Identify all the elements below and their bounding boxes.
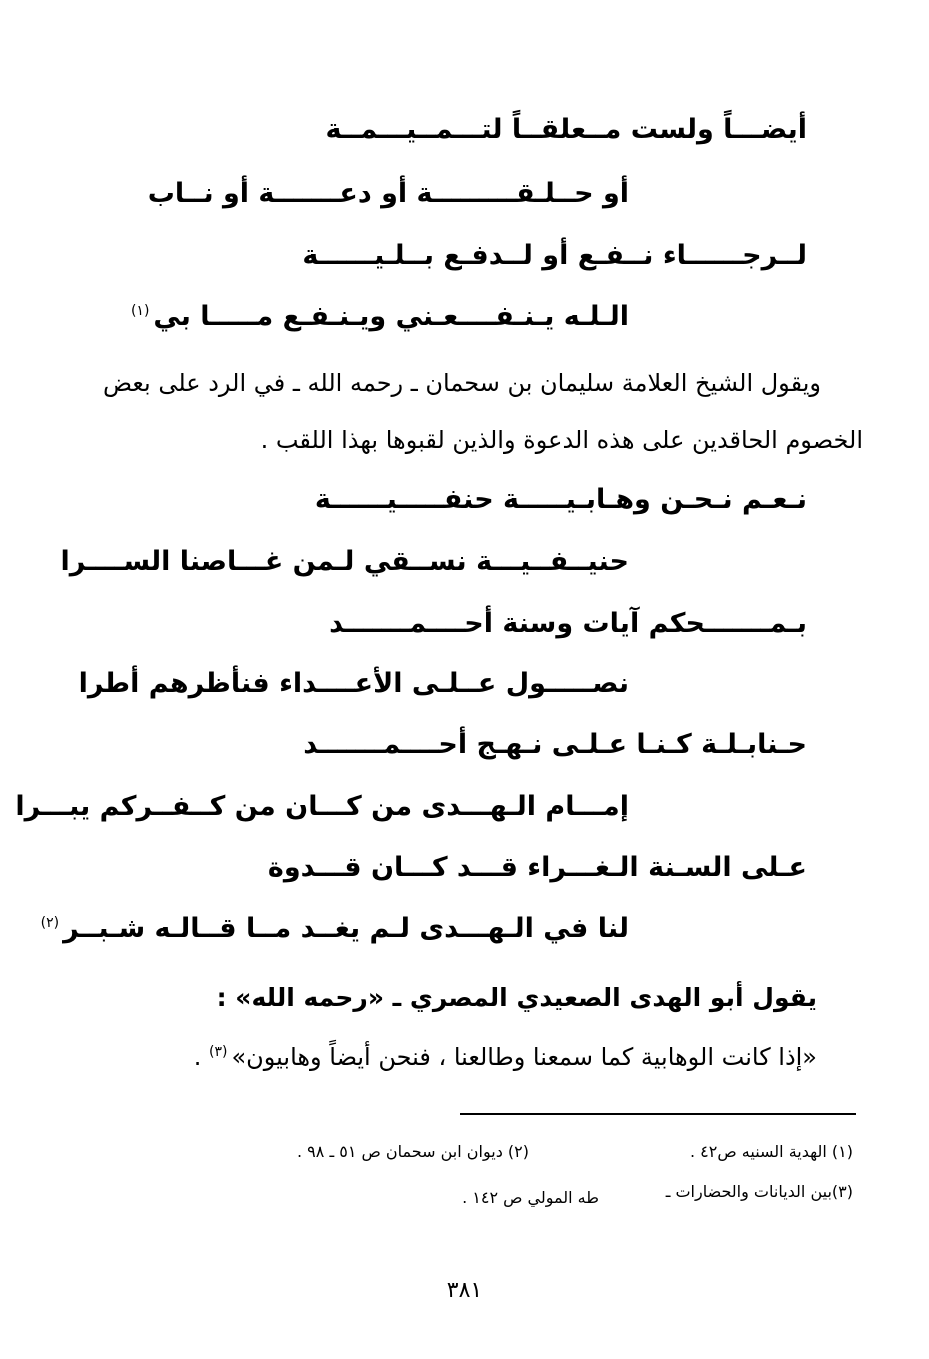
footnote-ref-1: (١): [130, 303, 150, 319]
poem1-line-2: أو حــلـقـــــــــة أو دعـــــــة أو نــاب: [147, 178, 629, 209]
footnote-2: (٢) ديوان ابن سحمان ص ٥١ ـ ٩٨ .: [297, 1142, 529, 1161]
poem1-line-3: لــرجــــــاء نــفـع أو لــدفـع بــلـيــــــة: [302, 240, 807, 271]
footnote-3b: طه المولي ص ١٤٢ .: [462, 1188, 599, 1207]
poem1-line-1: أيضـــاً ولست مــعلقــاً لتـــمــيـــمــة: [325, 114, 807, 145]
quote-end: .: [193, 1043, 202, 1071]
poem2-line-1: نـعـم نـحـن وهـابـيـــــة حنفـــــيــــــة: [314, 484, 807, 515]
poem2-line-5: حـنابـلـة كـنـا عـلـى نـهـج أحــــمـــــــد: [303, 729, 807, 760]
footnote-1: (١) الهدية السنيه ص٤٢ .: [690, 1142, 853, 1161]
footnote-ref-3: (٣): [208, 1044, 228, 1060]
poem2-line-3: بـمـــــــحكم آيات وسنة أحــــمـــــــد: [329, 608, 807, 639]
prose-line-1: ويقول الشيخ العلامة سليمان بن سحمان ـ رحمه الله ـ في الرد على بعض: [103, 369, 821, 397]
footnote-ref-2: (٢): [40, 915, 60, 931]
footnote-3a: (٣)بين الديانات والحضارات ـ: [665, 1182, 853, 1201]
poem1-line-4-text: الـلـه يـنـفــــعـني ويـنـفـع مـــــا بي: [153, 301, 629, 332]
poem2-line-8: [41, 913, 629, 944]
poem2-line-7: عـلى السـنة الـغـــراء قـــد كـــان قـــدوة: [267, 852, 807, 883]
footnote-separator: [460, 1113, 856, 1115]
quote-text: «إذا كانت الوهابية كما سمعنا وطالعنا ، فنحن أيضاً وهابيون»: [231, 1043, 817, 1071]
poem2-line-6: إمـــام الـهـــدى من كـــان من كــفــركم يبـــرا: [15, 791, 629, 822]
prose-line-2: الخصوم الحاقدين على هذه الدعوة والذين لقبوها بهذا اللقب .: [260, 426, 863, 454]
poem1-line-4: [131, 301, 629, 332]
poem2-line-2: حنيــفــيـــة نســقي لـمن غـــاصنا الســــرا: [60, 546, 629, 577]
lead-line: يقول أبو الهدى الصعيدي المصري ـ «رحمه الله» :: [216, 983, 817, 1012]
page-number: ٣٨١: [446, 1278, 483, 1303]
poem2-line-8-text: لنا في الـهـــدى لـم يغــد مــا قــالـه شـبــر: [63, 913, 629, 944]
quote-line: [194, 1043, 817, 1071]
poem2-line-4: نصـــــول عــلـى الأعــــداء فنأظرهم أطرا: [78, 668, 629, 699]
